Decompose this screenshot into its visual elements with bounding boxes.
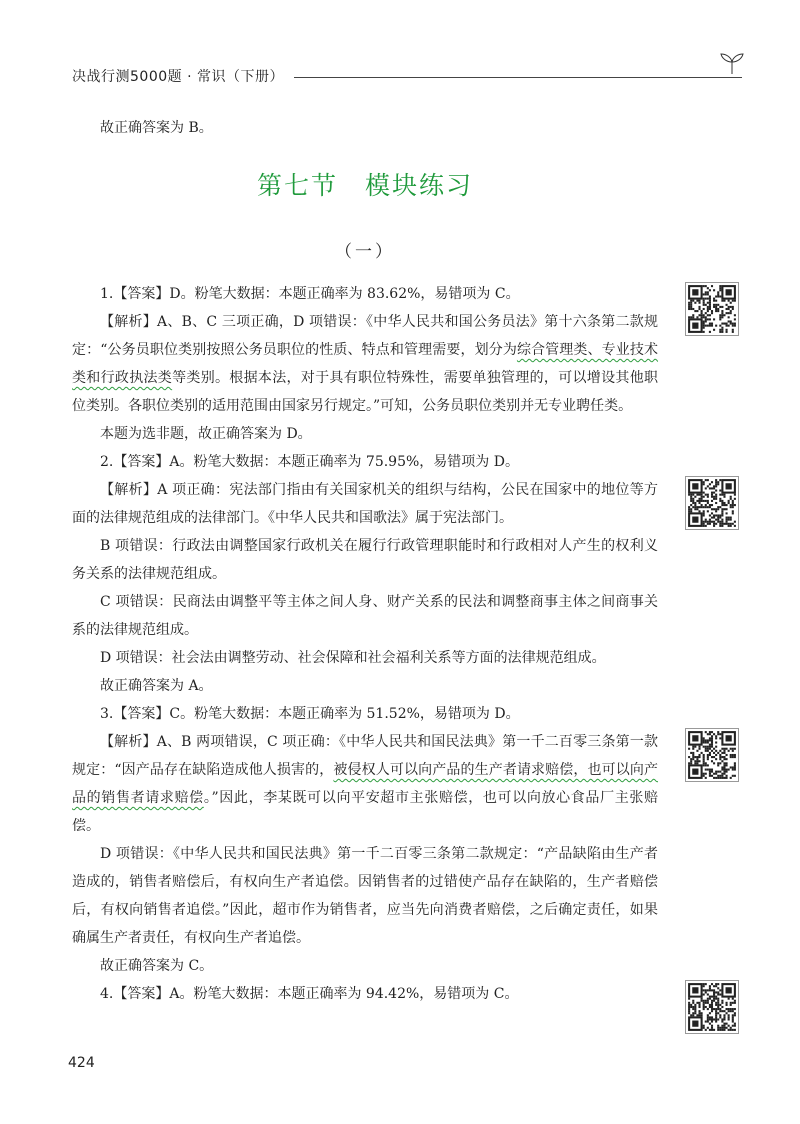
sprout-icon — [718, 52, 746, 76]
q1-conclusion: 本题为选非题，故正确答案为 D。 — [100, 426, 312, 442]
q2-qr-code-icon[interactable] — [685, 476, 739, 530]
q2-conclusion: 故正确答案为 A。 — [100, 678, 213, 694]
q1-analysis-text-a: A、B、C 三项正确，D 项错误：《中华人民共和国公务员法》第十六条第二款规定：“公务员职位类别按照公务员职位的性质、特点和管理需要，划分为 — [72, 314, 659, 358]
q1-number: 1. — [100, 286, 114, 302]
q1-analysis-tag: 【解析】 — [100, 314, 158, 330]
q2-option-d: D 项错误：社会法由调整劳动、社会保障和社会福利关系等方面的法律规范组成。 — [100, 650, 606, 666]
q3-qr-code-icon[interactable] — [685, 728, 739, 782]
q1-answer-line — [72, 280, 658, 308]
q3-answer-line — [72, 700, 658, 728]
sub-section-title: （一） — [335, 242, 395, 262]
q1-qr-code-icon[interactable] — [685, 282, 739, 336]
q3-analysis-text-b: 。”因此，李某既可以向平安超市主张赔偿，也可以向放心食品厂主张赔偿。 — [72, 790, 659, 834]
intro-line: 故正确答案为 B。 — [100, 120, 213, 136]
q1-analysis-text-b: 等类别。根据本法，对于具有职位特殊性，需要单独管理的，可以增设其他职位类别。各职位类别的适用范围由国家另行规定。”可知，公务员职位类别并无专业聘任类。 — [72, 370, 659, 414]
page-number: 424 — [68, 1055, 95, 1071]
q3-analysis-tag: 【解析】 — [100, 734, 157, 750]
q1-answer-tag: 【答案】 — [113, 286, 170, 302]
q3-answer-tag: 【答案】 — [113, 706, 170, 722]
q3-option-d: D 项错误：《中华人民共和国民法典》第一千二百零三条第二款规定：“产品缺陷由生产者造成的，销售者赔偿后，有权向生产者追偿。因销售者的过错使产品存在缺陷的，生产者赔偿后，有权向销售者追偿。”因此，超市作为销售者，应当先向消费者赔偿，之后确定责任，如果确属生产者责任，有权向生产者追偿。 — [72, 846, 658, 946]
q3-answer-text: C。粉笔大数据：本题正确率为 51.52%，易错项为 D。 — [169, 706, 520, 722]
section-title: 第七节 模块练习 — [256, 171, 473, 200]
q2-analysis — [72, 476, 658, 532]
q3-conclusion: 故正确答案为 C。 — [100, 958, 214, 974]
answer-body — [72, 280, 658, 1008]
q3-analysis-highlight: 被侵权人可以向产品的生产者请求赔偿，也可以向产品的销售者请求赔偿 — [72, 762, 659, 806]
running-header — [72, 64, 742, 88]
q2-analysis-tag: 【解析】 — [100, 482, 158, 498]
q2-number: 2. — [100, 454, 114, 470]
q4-answer-line — [72, 980, 658, 1008]
q1-analysis-highlight: 综合管理类、专业技术类和行政执法类 — [72, 342, 659, 386]
q4-number: 4. — [100, 986, 114, 1002]
q2-option-b: B 项错误：行政法由调整国家行政机关在履行行政管理职能时和行政相对人产生的权利义务关系的法律规范组成。 — [72, 538, 658, 582]
q4-answer-tag: 【答案】 — [113, 986, 170, 1002]
q1-answer-text: D。粉笔大数据：本题正确率为 83.62%，易错项为 C。 — [169, 286, 520, 302]
q2-analysis-text: A 项正确：宪法部门指由有关国家机关的组织与结构，公民在国家中的地位等方面的法律规范组成的法律部门。《中华人民共和国歌法》属于宪法部门。 — [72, 482, 659, 526]
q2-option-c: C 项错误：民商法由调整平等主体之间人身、财产关系的民法和调整商事主体之间商事关系的法律规范组成。 — [72, 594, 658, 638]
q4-qr-code-icon[interactable] — [685, 980, 739, 1034]
q3-analysis-text-a: A、B 两项错误，C 项正确：《中华人民共和国民法典》第一千二百零三条第一款规定：“因产品存在缺陷造成他人损害的， — [72, 734, 658, 778]
header-rule — [294, 77, 742, 78]
q3-number: 3. — [100, 706, 114, 722]
q2-answer-line — [72, 448, 658, 476]
intro-paragraph — [72, 114, 658, 142]
q2-answer-text: A。粉笔大数据：本题正确率为 75.95%，易错项为 D。 — [169, 454, 519, 470]
q1-analysis — [72, 308, 658, 420]
q3-analysis — [72, 728, 658, 840]
q2-answer-tag: 【答案】 — [113, 454, 170, 470]
q4-answer-text: A。粉笔大数据：本题正确率为 94.42%，易错项为 C。 — [169, 986, 519, 1002]
book-title: 决战行测5000题 · 常识（下册） — [72, 69, 284, 85]
